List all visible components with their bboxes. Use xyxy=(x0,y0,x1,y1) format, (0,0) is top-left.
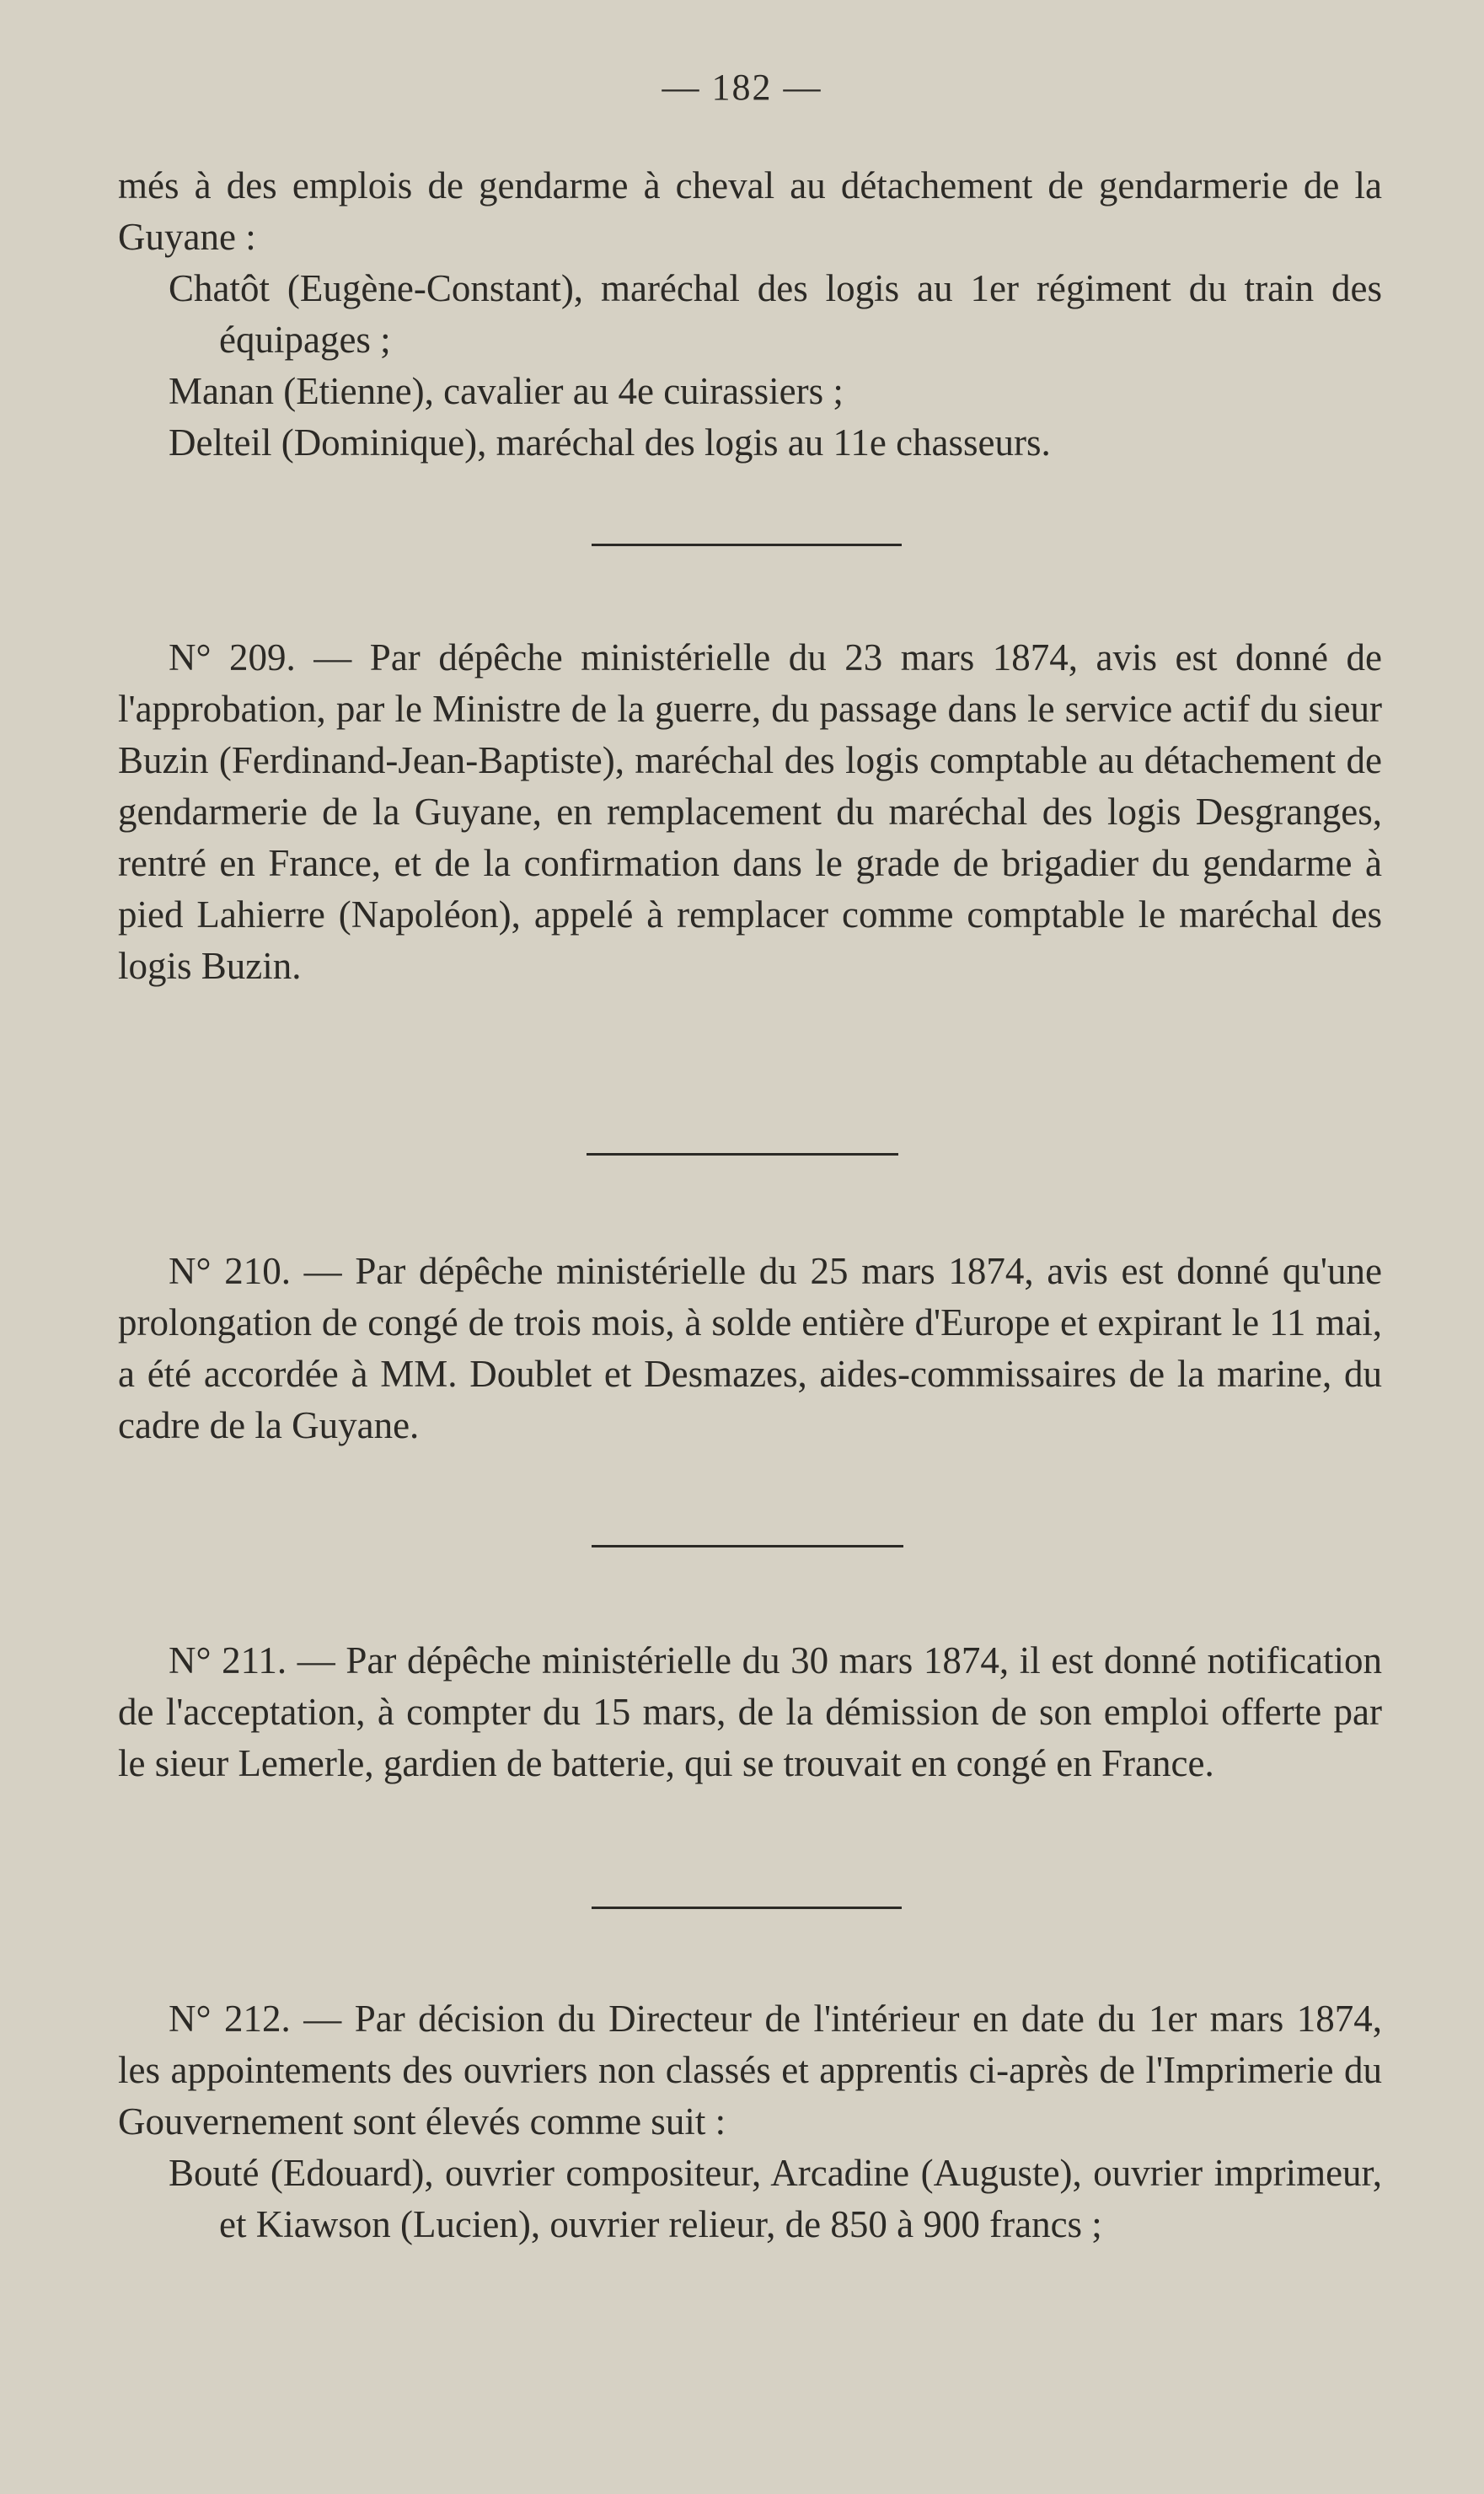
intro-item: Chatôt (Eugène-Constant), maréchal des logis au 1er régiment du train des équipages ; xyxy=(169,267,1382,361)
section-212 xyxy=(118,1993,1382,2250)
page-number: — 182 — xyxy=(662,67,822,108)
section-divider xyxy=(592,1907,902,1909)
intro-item: Delteil (Dominique), maréchal des logis au 11e chasseurs. xyxy=(169,421,1051,464)
section-divider xyxy=(592,1545,903,1547)
section-divider xyxy=(592,544,902,546)
intro-item: Manan (Etienne), cavalier au 4e cuirassiers ; xyxy=(169,370,844,412)
section-210 xyxy=(118,1246,1382,1451)
section-item: Bouté (Edouard), ouvrier compositeur, Arcadine (Auguste), ouvrier imprimeur, et Kiawson (Lucien), ouvrier relieur, de 850 à 900 francs ; xyxy=(169,2152,1382,2245)
section-paragraph: N° 212. — Par décision du Directeur de l'intérieur en date du 1er mars 1874, les appointements des ouvriers non classés et apprentis ci-après de l'Imprimerie du Gouvernement sont élevés comme suit : xyxy=(118,1998,1382,2143)
intro-line: més à des emplois de gendarme à cheval au détachement de gendarmerie de la Guyane : xyxy=(118,164,1382,258)
section-paragraph: N° 209. — Par dépêche ministérielle du 23 mars 1874, avis est donné de l'approbation, par le Ministre de la guerre, du passage dans le service actif du sieur Buzin (Ferdinand-Jean-Baptiste), maréchal des logis comptable au détachement de gendarmerie de la Guyane, en remplacement du maréchal des logis Desgranges, rentré en France, et de la confirmation dans le grade de brigadier du gendarme à pied Lahierre (Napoléon), appelé à remplacer comme comptable le maréchal des logis Buzin. xyxy=(118,636,1382,987)
section-divider xyxy=(587,1153,898,1156)
intro-block xyxy=(118,160,1382,469)
section-209 xyxy=(118,632,1382,992)
section-211 xyxy=(118,1635,1382,1789)
section-paragraph: N° 210. — Par dépêche ministérielle du 25 mars 1874, avis est donné qu'une prolongation de congé de trois mois, à solde entière d'Europe et expirant le 11 mai, a été accordée à MM. Doublet et Desmazes, aides-commissaires de la marine, du cadre de la Guyane. xyxy=(118,1250,1382,1446)
section-paragraph: N° 211. — Par dépêche ministérielle du 30 mars 1874, il est donné notification de l'acceptation, à compter du 15 mars, de la démission de son emploi offerte par le sieur Lemerle, gardien de batterie, qui se trouvait en congé en France. xyxy=(118,1639,1382,1784)
